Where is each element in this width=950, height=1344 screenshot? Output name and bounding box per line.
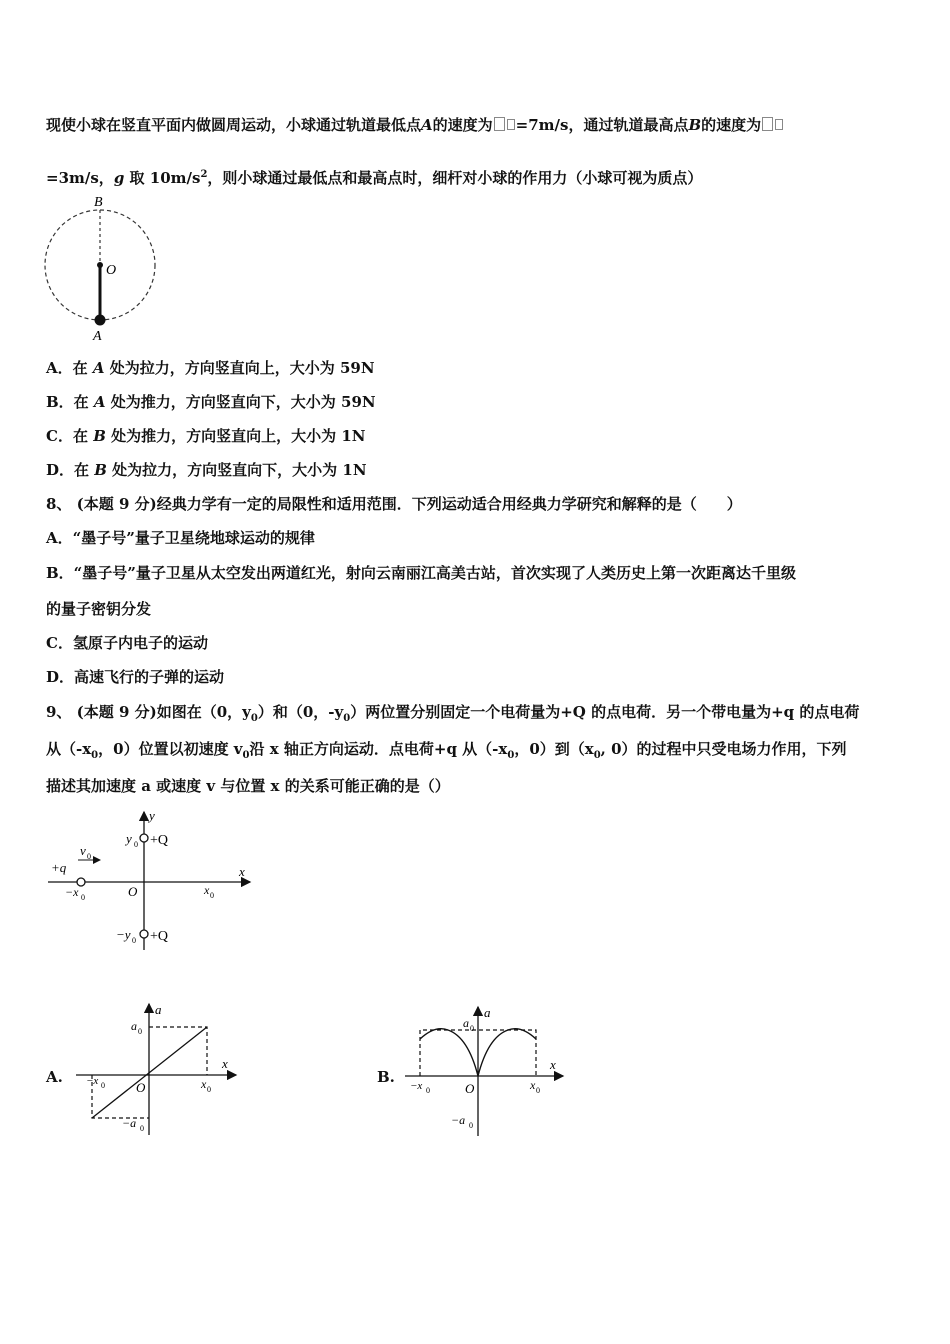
svg-text:−a: −a (122, 1116, 137, 1130)
missing-glyph-icon (762, 117, 773, 131)
svg-text:O: O (136, 1080, 146, 1095)
svg-text:0: 0 (470, 1024, 474, 1033)
svg-text:0: 0 (140, 1124, 144, 1133)
svg-text:−x: −x (86, 1075, 99, 1087)
q9-option-a-graph (76, 1000, 241, 1140)
svg-text:x: x (204, 883, 210, 897)
q7-line-1: 现使小球在竖直平面内做圆周运动，小球通过轨道最低点A的速度为 =7m/s，通过轨道最高点B的速度为 (46, 115, 784, 135)
svg-text:x: x (222, 1056, 228, 1071)
q9-option-b-label: B. (377, 1068, 395, 1086)
circle-motion-figure (40, 192, 170, 342)
q8-stem: 8、 (本题 9 分)经典力学有一定的局限性和适用范围．下列运动适合用经典力学研究和解释的是（ ） (46, 495, 742, 513)
q7-option-d: D．在 B 处为拉力，方向竖直向下，大小为 1N (46, 461, 367, 479)
svg-text:−a: −a (451, 1113, 466, 1127)
svg-text:x: x (550, 1057, 556, 1072)
svg-text:+Q: +Q (150, 929, 169, 944)
svg-text:O: O (128, 884, 138, 899)
q7-option-a: A．在 A 处为拉力，方向竖直向上，大小为 59N (46, 359, 375, 377)
q8-option-d: D．高速飞行的子弹的运动 (46, 668, 225, 686)
svg-text:a: a (131, 1019, 137, 1033)
svg-text:−x: −x (65, 885, 79, 899)
q7-option-b: B．在 A 处为推力，方向竖直向下，大小为 59N (46, 393, 376, 411)
q7-option-c: C．在 B 处为推力，方向竖直向上，大小为 1N (46, 427, 366, 445)
missing-glyph-icon (775, 119, 783, 130)
svg-text:+q: +q (51, 860, 67, 875)
missing-glyph-icon (494, 117, 505, 131)
q9-option-b-graph (405, 1003, 570, 1143)
svg-text:−y: −y (116, 927, 131, 942)
svg-text:y: y (126, 831, 132, 846)
q7-line-2: =3m/s，g 取 $10m/s^2$，则小球通过最低点和最高点时，细杆对小球的作用力（小球可视为质点） (46, 169, 703, 187)
label-a: A (93, 329, 102, 344)
svg-text:0: 0 (132, 936, 136, 945)
svg-text:0: 0 (101, 1081, 105, 1090)
label-o: O (106, 263, 117, 278)
svg-text:0: 0 (536, 1086, 540, 1095)
svg-text:x: x (201, 1077, 207, 1091)
charge-setup-figure (48, 808, 258, 958)
svg-text:v: v (80, 843, 86, 858)
q9-line-2: 从（$-x_0$，0）位置以初速度 $v_0$沿 x 轴正方向运动．点电荷+q 从（$-x_0$，0）到（$x_0$, 0）的过程中只受电场力作用，下列 (46, 740, 847, 761)
svg-text:0: 0 (469, 1121, 473, 1130)
svg-text:x: x (530, 1078, 536, 1092)
missing-glyph-icon (507, 119, 515, 130)
svg-text:O: O (465, 1081, 475, 1096)
q9-line-1: 9、 (本题 9 分)如图在（0，$y_0$）和（0，$-y_0$）两位置分别固定一个电荷量为+Q 的点电荷．另一个带电量为+q 的点电荷 (46, 703, 860, 724)
label-b: B (94, 195, 103, 210)
svg-text:y: y (149, 808, 155, 823)
svg-text:a: a (155, 1002, 162, 1017)
svg-text:−x: −x (410, 1080, 423, 1092)
svg-text:x: x (239, 864, 245, 879)
q8-option-b-line-2: 的量子密钥分发 (46, 600, 152, 618)
svg-text:a: a (484, 1005, 491, 1020)
svg-text:0: 0 (138, 1027, 142, 1036)
q8-option-a: A．“墨子号”量子卫星绕地球运动的规律 (46, 529, 315, 547)
svg-text:+Q: +Q (150, 833, 169, 848)
svg-text:0: 0 (87, 852, 91, 861)
q9-option-a-label: A. (46, 1068, 63, 1086)
q8-option-c: C．氢原子内电子的运动 (46, 634, 208, 652)
q8-option-b-line-1: B．“墨子号”量子卫星从太空发出两道红光，射向云南丽江高美古站，首次实现了人类历史上第一次距离达千里级 (46, 564, 796, 582)
svg-text:0: 0 (210, 891, 214, 900)
svg-text:a: a (463, 1016, 469, 1030)
svg-text:0: 0 (426, 1086, 430, 1095)
svg-text:0: 0 (134, 840, 138, 849)
svg-text:0: 0 (81, 893, 85, 902)
q9-line-3: 描述其加速度 a 或速度 v 与位置 x 的关系可能正确的是（） (46, 777, 450, 795)
svg-text:0: 0 (207, 1085, 211, 1094)
